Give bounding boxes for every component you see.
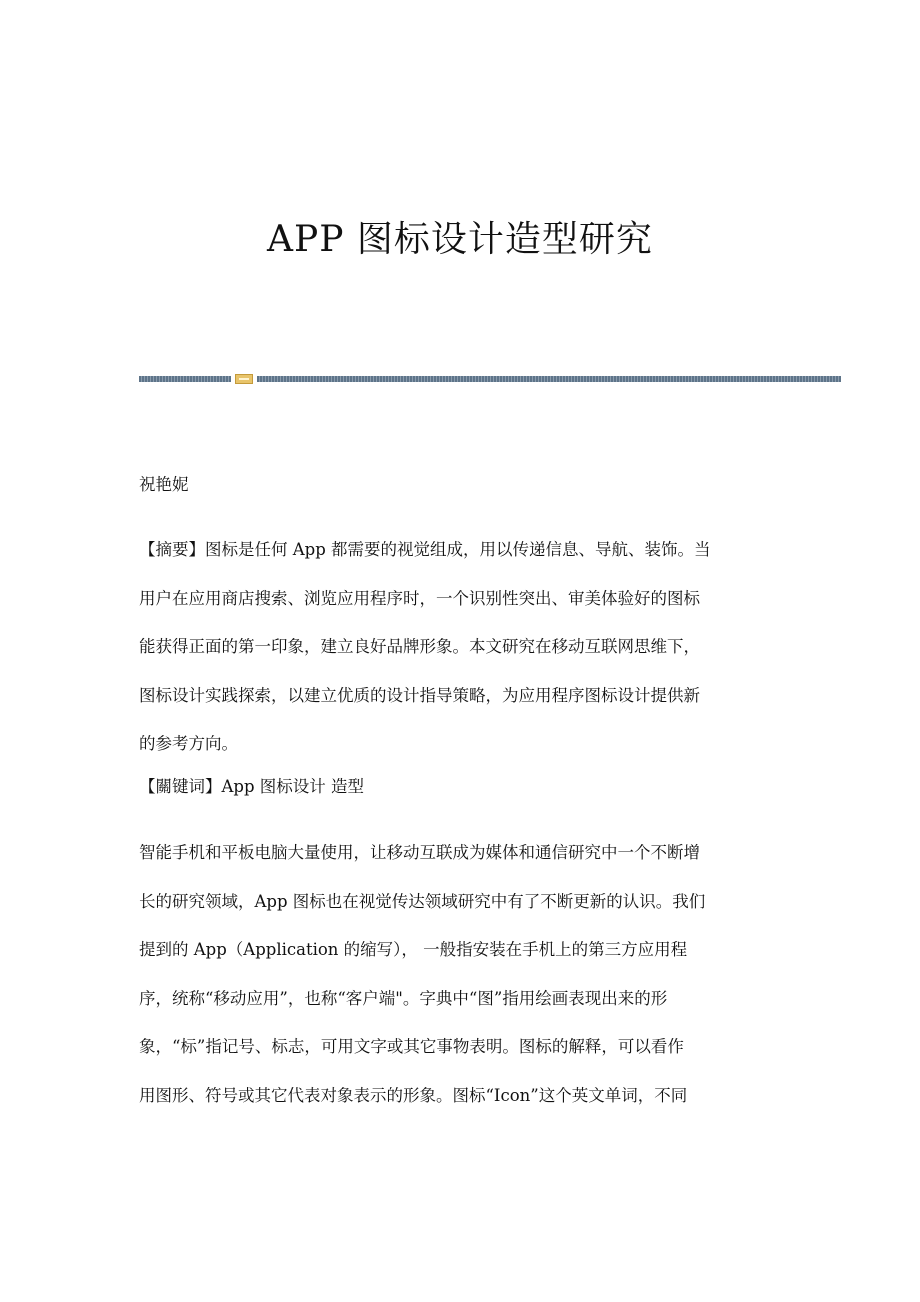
divider-bar-right xyxy=(257,376,841,382)
body-line: 提到的 App（Application 的缩写）， 一般指安装在手机上的第三方应用程 xyxy=(139,940,688,959)
abstract-line: 能获得正面的第一印象，建立良好品牌形象。本文研究在移动互联网思维下， xyxy=(139,637,700,656)
title-divider xyxy=(139,374,841,384)
body-line: 象，“标”指记号、标志，可用文字或其它事物表明。图标的解释，可以看作 xyxy=(139,1037,684,1056)
author-name: 祝艳妮 xyxy=(139,475,189,494)
divider-bar-left xyxy=(139,376,231,382)
abstract-line: 【摘要】图标是任何 App 都需要的视觉组成，用以传递信息、导航、装饰。当 xyxy=(139,540,711,559)
body-line: 智能手机和平板电脑大量使用，让移动互联成为媒体和通信研究中一个不断增 xyxy=(139,843,700,862)
abstract-line: 用户在应用商店搜索、浏览应用程序时，一个识别性突出、审美体验好的图标 xyxy=(139,588,700,608)
abstract-paragraph xyxy=(139,526,784,769)
body-paragraph xyxy=(139,829,784,1120)
abstract-line: 图标设计实践探索，以建立优质的设计指导策略，为应用程序图标设计提供新 xyxy=(139,685,700,705)
divider-emblem-icon xyxy=(235,374,253,384)
abstract-line: 的参考方向。 xyxy=(139,734,238,753)
document-title: APP 图标设计造型研究 xyxy=(267,219,653,260)
body-line: 用图形、符号或其它代表对象表示的形象。图标“Icon”这个英文单词，不同 xyxy=(139,1085,688,1105)
body-line: 长的研究领域，App 图标也在视觉传达领域研究中有了不断更新的认识。我们 xyxy=(139,891,706,911)
keywords-line: 【關键词】App 图标设计 造型 xyxy=(139,777,365,796)
body-line: 序，统称“移动应用”，也称“客户端"。字典中“图”指用绘画表现出来的形 xyxy=(139,988,668,1008)
